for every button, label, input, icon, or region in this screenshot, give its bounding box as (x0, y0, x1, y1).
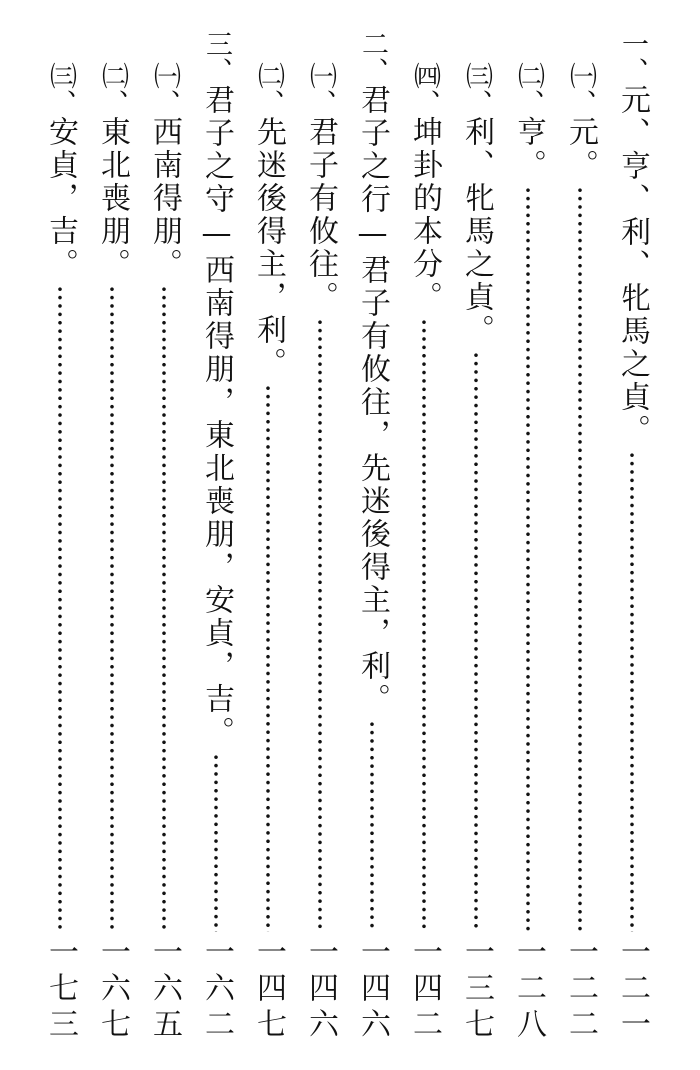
toc-entry-marker: 一、 (617, 30, 648, 84)
dot-leader (213, 753, 219, 932)
toc-entry-marker: ㈣、 (409, 62, 440, 116)
toc-entry[interactable] (456, 62, 496, 1044)
toc-entry-marker: ㈠、 (565, 62, 596, 116)
toc-entry-title: 利、牝馬之貞。 (459, 116, 494, 347)
toc-entry-page-number: 一二八 (511, 936, 546, 1044)
dot-leader (577, 186, 583, 932)
toc-entry-title: 君子之行—君子有攸往，先迷後得主，利。 (355, 84, 390, 716)
toc-entry-title: 先迷後得主，利。 (251, 116, 286, 380)
toc-entry-marker: ㈡、 (97, 62, 128, 116)
toc-entry-page-number: 一四七 (251, 936, 286, 1044)
toc-entry[interactable] (404, 62, 444, 1044)
toc-entry-marker: ㈠、 (149, 62, 180, 116)
toc-entry-title: 君子有攸往。 (303, 116, 338, 314)
toc-entry-marker: 三、 (201, 30, 232, 84)
toc-entry[interactable] (560, 62, 600, 1044)
dot-leader (525, 186, 531, 932)
toc-entry-page-number: 一六二 (199, 936, 234, 1044)
toc-entry-marker: ㈡、 (513, 62, 544, 116)
dot-leader (265, 384, 271, 932)
dot-leader (161, 285, 167, 932)
toc-entry[interactable] (352, 30, 392, 1044)
toc-entry-marker: ㈠、 (305, 62, 336, 116)
toc-entry-title: 西南得朋。 (147, 116, 182, 281)
toc-entry[interactable] (144, 62, 184, 1044)
toc-entry[interactable] (196, 30, 236, 1044)
toc-entry-page-number: 一三七 (459, 936, 494, 1044)
toc-entry-page-number: 一六五 (147, 936, 182, 1044)
toc-entry[interactable] (248, 62, 288, 1044)
toc-entry-page-number: 一二一 (615, 936, 650, 1044)
toc-entry-title: 坤卦的本分。 (407, 116, 442, 314)
toc-entry-page-number: 一二二 (563, 936, 598, 1044)
dot-leader (317, 318, 323, 932)
toc-entry[interactable] (300, 62, 340, 1044)
dot-leader (369, 720, 375, 932)
dot-leader (421, 318, 427, 932)
toc-entry-marker: ㈡、 (253, 62, 284, 116)
toc-entry-page-number: 一七三 (43, 936, 78, 1044)
toc-entry-title: 元、亨、利、牝馬之貞。 (615, 84, 650, 447)
toc-entry-title: 君子之守—西南得朋，東北喪朋，安貞，吉。 (199, 84, 234, 749)
toc-entry-marker: ㈢、 (461, 62, 492, 116)
toc-entry[interactable] (508, 62, 548, 1044)
toc-entry[interactable] (40, 62, 80, 1044)
toc-entry-marker: 二、 (357, 30, 388, 84)
toc-entry-page-number: 一六七 (95, 936, 130, 1044)
toc-entry[interactable] (92, 62, 132, 1044)
dot-leader (57, 285, 63, 932)
toc-entry-marker: ㈢、 (45, 62, 76, 116)
dot-leader (109, 285, 115, 932)
toc-entry-title: 安貞，吉。 (43, 116, 78, 281)
toc-entry-page-number: 一四六 (355, 936, 390, 1044)
dot-leader (473, 351, 479, 932)
toc-entry-title: 亨。 (511, 116, 546, 182)
toc-entry-page-number: 一四六 (303, 936, 338, 1044)
toc-entry-page-number: 一四二 (407, 936, 442, 1044)
toc-entry-title: 元。 (563, 116, 598, 182)
toc-entry-title: 東北喪朋。 (95, 116, 130, 281)
toc-entry[interactable] (612, 30, 652, 1044)
dot-leader (629, 451, 635, 932)
